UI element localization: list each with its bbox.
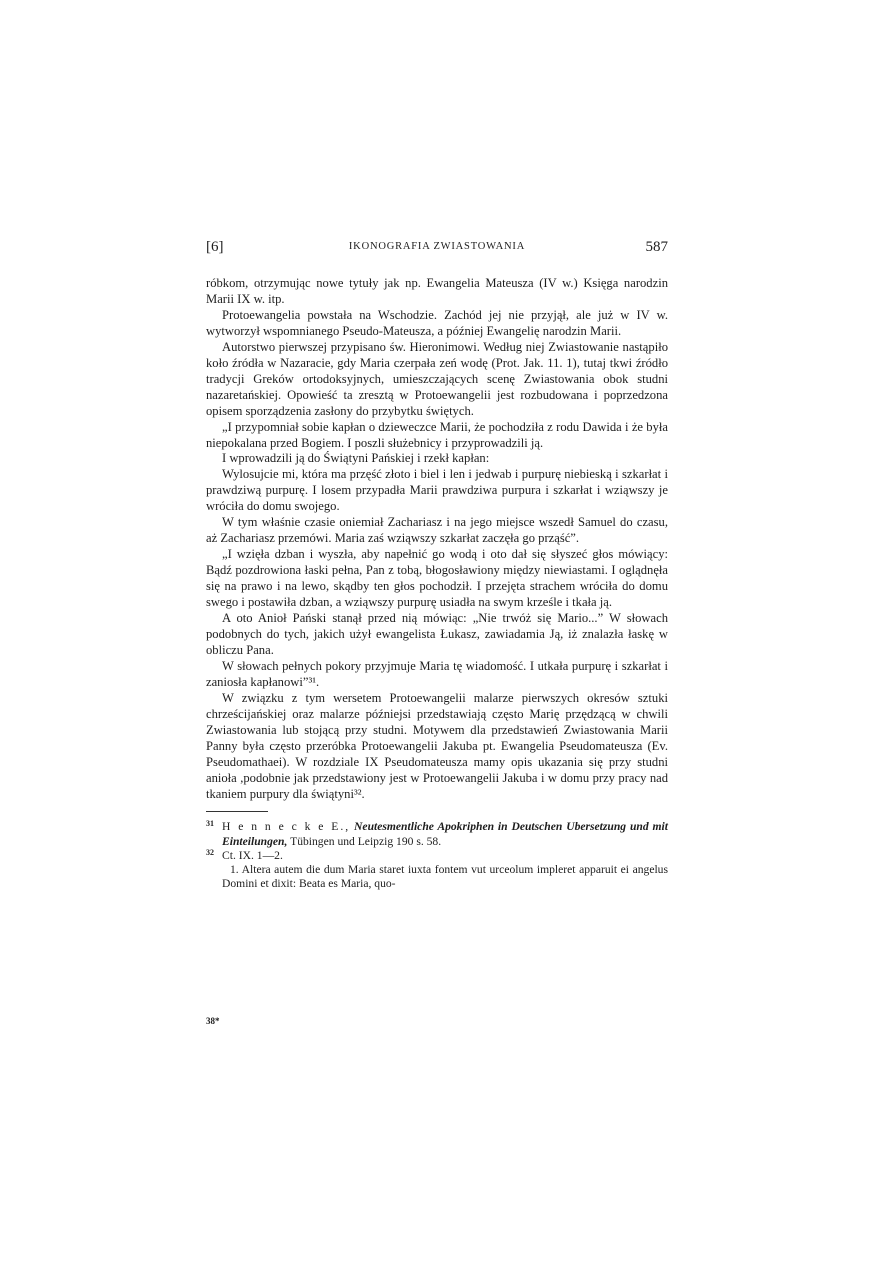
paragraph: Autorstwo pierwszej przypisano św. Hieronimowi. Według niej Zwiastowanie nastąpiło koło źródła w Nazaracie, gdy Maria czerpała zeń wodę (Prot. Jak. 11. 1), tutaj tkwi źródło tradycji Greków ortodoksyjnych, umieszczających scenę Zwiastowania obok studni nazaretańskiej. Opowieść ta zresztą w Protoewangelii jest rozbudowana i poprzedzona opisem sporządzenia zasłony do przybytku świętych.: [206, 339, 668, 418]
footnote-rest: Tübingen und Leipzig 190 s. 58.: [290, 834, 442, 848]
document-page: [206, 236, 668, 891]
paragraph: I wprowadzili ją do Świątyni Pańskiej i rzekł kapłan:: [222, 451, 490, 466]
page-number: 587: [645, 239, 668, 255]
footnote-divider: [206, 811, 268, 812]
paragraph: róbkom, otrzymując nowe tytuły jak np. Ewangelia Mateusza (IV w.) Księga narodzin Marii IX w. itp.: [206, 276, 668, 306]
footnote-32: [206, 849, 668, 863]
paragraph: Protoewangelia powstała na Wschodzie. Zachód jej nie przyjął, ale już w IV w. wytworzył wspomnianego Pseudo-Mateusza, a później Ewangelię narodzin Marii.: [206, 307, 668, 338]
running-header: [206, 236, 668, 262]
printer-signature: 38*: [206, 1016, 220, 1026]
paragraph: A oto Anioł Pański stanął przed nią mówiąc: „Nie trwóż się Mario...” W słowach podobnych do tych, jakich użył ewangelista Łukasz, zawiadamia Ją, iż znalazła łaskę w obliczu Pana.: [206, 611, 668, 657]
paragraph: W tym właśnie czasie oniemiał Zachariasz i na jego miejsce wszedł Samuel do czasu, aż Zachariasz przemówi. Maria zaś wziąwszy szkarłat zaczęła go prząść”.: [206, 515, 668, 546]
footnote-title: Neutesmentliche Apokriphen in Deutschen Ubersetzung und mit Einteilungen,: [222, 820, 668, 848]
footnote-text: Ct. IX. 1—2.: [222, 848, 283, 862]
footnote-author: H e n n e c k e E.,: [222, 820, 351, 834]
footnote-32-continuation: 1. Altera autem die dum Maria staret iuxta fontem vut urceolum impleret apparuit ei angelus Domini et dixit: Beata es Maria, quo-: [222, 863, 668, 891]
paragraph: „I przypomniał sobie kapłan o dzieweczce Marii, że pochodziła z rodu Dawida i że była niepokalana przed Bogiem. I poszli służebnicy i przyprowadzili ją.: [206, 419, 668, 450]
paragraph: W słowach pełnych pokory przyjmuje Maria tę wiadomość. I utkała purpurę i szkarłat i zaniosła kapłanowi”³¹.: [206, 658, 668, 689]
body-text: [206, 276, 668, 802]
section-marker: [6]: [206, 239, 224, 255]
paragraph: W związku z tym wersetem Protoewangelii malarze pierwszych okresów sztuki chrześcijańskiej oraz malarze późniejsi przedstawiają często Marię przędzącą w chwili Zwiastowania lub stojącą przy studni. Motywem dla przedstawień Zwiastowania Marii Panny była często przeróbka Protoewangelii Jakuba pt. Ewangelia Pseudomateusza (Ev. Pseudomathaei). W rozdziale IX Pseudomateusza mamy opis ukazania się przy studni anioła ,podobnie jak przedstawiony jest w Protoewangelii Jakuba i w domu przy pracy nad tkaniem purpury dla świątyni³².: [206, 690, 668, 801]
footnote-31: [206, 820, 668, 848]
running-title: IKONOGRAFIA ZWIASTOWANIA: [348, 241, 526, 252]
footnote-number: 32: [206, 847, 214, 857]
paragraph: Wylosujcie mi, która ma przęść złoto i biel i len i jedwab i purpurę niebieską i szkarłat i prawdziwą purpurę. I losem przypadła Marii prawdziwa purpura i szkarłat i wziąwszy je wróciła do domu swojego.: [206, 467, 668, 514]
paragraph: „I wzięła dzban i wyszła, aby napełnić go wodą i oto dał się słyszeć głos mówiący: Bądź pozdrowiona łaski pełna, Pan z tobą, błogosławiony między niewiastami. I oglądnęła się na prawo i na lewo, skądby ten głos pochodził. I przejęta strachem wróciła do domu swego i postawiła dzban, a wziąwszy purpurę usiadła na swym krześle i tkała ją.: [206, 547, 668, 610]
footnote-number: 31: [206, 819, 214, 829]
